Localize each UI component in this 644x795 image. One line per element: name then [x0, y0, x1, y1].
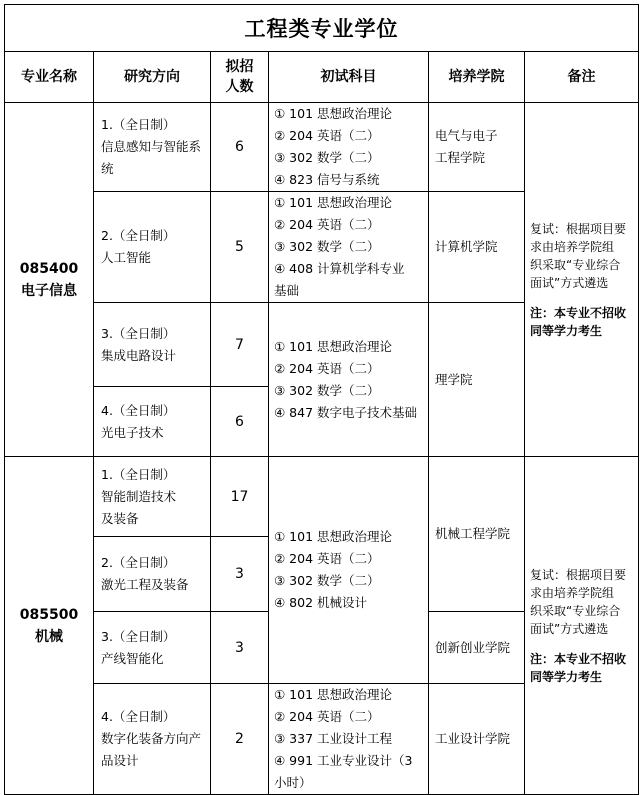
- subject-line: ④ 802 机械设计: [274, 595, 368, 610]
- plan-count: 6: [211, 103, 269, 192]
- college-cell: [429, 612, 525, 684]
- college-line: 计算机学院: [435, 239, 498, 254]
- remark-line: 面试”方式遴选: [530, 621, 609, 636]
- subject-line: ④ 823 信号与系统: [274, 172, 380, 187]
- table-title: 工程类专业学位: [5, 5, 639, 52]
- subjects-cell: [269, 192, 429, 303]
- direction-line: 4.（全日制）: [101, 709, 176, 724]
- college-cell: [429, 303, 525, 457]
- subject-line: ① 101 思想政治理论: [274, 106, 393, 121]
- direction-cell: [94, 192, 211, 303]
- major-name: 机械: [35, 628, 63, 645]
- college-line: 工程学院: [435, 150, 486, 165]
- plan-count: 17: [211, 457, 269, 537]
- direction-line: 3.（全日制）: [101, 628, 176, 644]
- remark-line: 求由培养学院组: [530, 239, 615, 254]
- subject-line: ② 204 英语（二）: [274, 551, 380, 566]
- remark-note-line: 注：本专业不招收: [530, 305, 627, 320]
- remark-note-line: 同等学力考生: [530, 323, 603, 338]
- remarks-cell: [525, 457, 639, 795]
- college-line: 机械工程学院: [435, 526, 511, 541]
- major-code: 085500: [19, 606, 79, 623]
- direction-line: 智能制造技术: [101, 488, 177, 504]
- direction-line: 光电子技术: [101, 424, 164, 440]
- subjects-cell: [269, 103, 429, 192]
- college-line: 工业设计学院: [435, 731, 511, 746]
- remark-note-line: 注：本专业不招收: [530, 651, 627, 666]
- direction-line: 集成电路设计: [101, 347, 177, 363]
- plan-count: 5: [211, 192, 269, 303]
- subject-line: ② 204 英语（二）: [274, 128, 380, 143]
- major-code: 085400: [19, 260, 79, 277]
- subject-line: ② 204 英语（二）: [274, 360, 380, 376]
- subject-line: ④ 847 数字电子技术基础: [274, 404, 418, 420]
- subject-line: ① 101 思想政治理论: [274, 338, 393, 354]
- subjects-cell: [269, 684, 429, 795]
- direction-cell: [94, 537, 211, 612]
- direction-line: 统: [101, 161, 114, 176]
- direction-line: 2.（全日制）: [101, 228, 176, 243]
- direction-line: 1.（全日制）: [101, 117, 176, 132]
- direction-line: 3.（全日制）: [101, 325, 176, 341]
- remark-line: 复试：根据项目要: [530, 567, 627, 582]
- direction-cell: [94, 684, 211, 795]
- table-row: [5, 103, 639, 192]
- header-row: [5, 52, 639, 103]
- subject-line: ① 101 思想政治理论: [274, 687, 393, 702]
- subject-line: ③ 302 数学（二）: [274, 150, 380, 165]
- major-name: 电子信息: [21, 282, 77, 299]
- remark-line: 织采取“专业综合: [530, 603, 621, 618]
- remark-line: 求由培养学院组: [530, 585, 615, 600]
- remark-line: 织采取“专业综合: [530, 257, 621, 272]
- remark-note: [530, 650, 634, 686]
- subject-line: ③ 302 数学（二）: [274, 573, 380, 588]
- subject-line: ② 204 英语（二）: [274, 709, 380, 724]
- subjects-cell: [269, 303, 429, 457]
- header-plan: [211, 52, 269, 103]
- subject-line: 基础: [274, 283, 300, 298]
- subject-line: ③ 337 工业设计工程: [274, 731, 393, 746]
- college-cell: [429, 457, 525, 612]
- header-direction: 研究方向: [94, 52, 211, 103]
- direction-cell: [94, 387, 211, 457]
- header-subjects: 初试科目: [269, 52, 429, 103]
- subject-line: ④ 408 计算机学科专业: [274, 261, 405, 276]
- header-plan-line2: 人数: [225, 79, 254, 95]
- plan-count: 3: [211, 612, 269, 684]
- table-row: [5, 457, 639, 537]
- direction-line: 1.（全日制）: [101, 466, 176, 482]
- direction-line: 信息感知与智能系: [101, 139, 202, 154]
- subject-line: 小时）: [274, 775, 312, 790]
- college-line: 创新创业学院: [435, 639, 511, 655]
- degree-table: [4, 4, 639, 795]
- direction-line: 激光工程及装备: [101, 577, 189, 592]
- direction-line: 人工智能: [101, 250, 152, 265]
- remark-line: 复试：根据项目要: [530, 221, 627, 236]
- direction-line: 品设计: [101, 753, 139, 768]
- college-cell: [429, 192, 525, 303]
- direction-line: 数字化装备方向产: [101, 731, 202, 746]
- plan-count: 6: [211, 387, 269, 457]
- direction-cell: [94, 457, 211, 537]
- college-line: 电气与电子: [435, 128, 498, 143]
- subject-line: ① 101 思想政治理论: [274, 529, 393, 544]
- major-cell: [5, 457, 94, 795]
- direction-line: 4.（全日制）: [101, 402, 176, 418]
- direction-cell: [94, 303, 211, 387]
- college-cell: [429, 684, 525, 795]
- direction-cell: [94, 612, 211, 684]
- college-cell: [429, 103, 525, 192]
- direction-cell: [94, 103, 211, 192]
- remark-note: [530, 304, 634, 340]
- plan-count: 7: [211, 303, 269, 387]
- remark-note-line: 同等学力考生: [530, 669, 603, 684]
- subjects-cell: [269, 457, 429, 684]
- subject-line: ④ 991 工业专业设计（3: [274, 753, 413, 768]
- header-major: 专业名称: [5, 52, 94, 103]
- direction-line: 及装备: [101, 510, 139, 526]
- direction-line: 产线智能化: [101, 650, 164, 666]
- major-cell: [5, 103, 94, 457]
- header-plan-line1: 拟招: [225, 59, 254, 75]
- subject-line: ② 204 英语（二）: [274, 217, 380, 232]
- direction-line: 2.（全日制）: [101, 555, 176, 570]
- subject-line: ① 101 思想政治理论: [274, 195, 393, 210]
- subject-line: ③ 302 数学（二）: [274, 239, 380, 254]
- header-college: 培养学院: [429, 52, 525, 103]
- college-line: 理学院: [435, 371, 473, 387]
- subject-line: ③ 302 数学（二）: [274, 382, 380, 398]
- remarks-cell: [525, 103, 639, 457]
- plan-count: 2: [211, 684, 269, 795]
- remark-line: 面试”方式遴选: [530, 275, 609, 290]
- header-remarks: 备注: [525, 52, 639, 103]
- plan-count: 3: [211, 537, 269, 612]
